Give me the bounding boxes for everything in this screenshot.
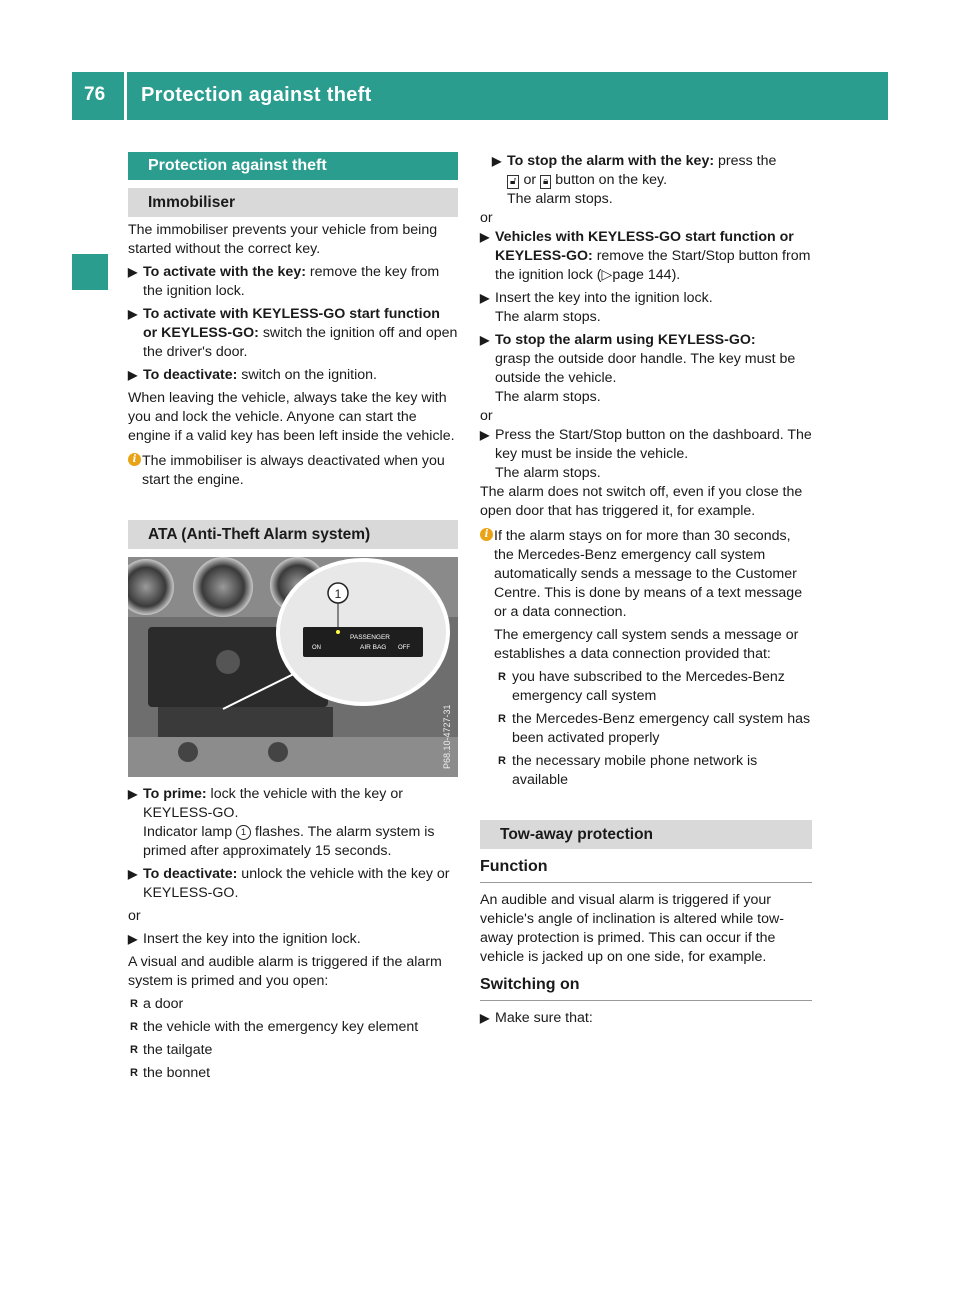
list-item: R the tailgate bbox=[130, 1042, 213, 1058]
tow-title: Tow-away protection bbox=[480, 820, 812, 849]
list-item: R a door bbox=[130, 996, 184, 1012]
right-column bbox=[480, 152, 812, 1028]
step-activate-key: ▶ To activate with the key: remove the key from the ignition lock. bbox=[128, 264, 440, 299]
step-prime: ▶ To prime: lock the vehicle with the key or KEYLESS-GO. Indicator lamp 1 flashes. The alarm system is primed after approximately 15 seconds. bbox=[128, 786, 435, 859]
switching-title: Switching on bbox=[480, 975, 812, 1001]
step-activate-keyless: ▶ To activate with KEYLESS-GO start function or KEYLESS-GO: switch the ignition off and open the driver's door. bbox=[128, 306, 458, 360]
ata-title: ATA (Anti-Theft Alarm system) bbox=[128, 520, 458, 549]
step-keyless-remove: ▶ Vehicles with KEYLESS-GO start function or KEYLESS-GO: remove the Start/Stop button from the ignition lock (▷page 144). bbox=[480, 229, 811, 283]
or-text: or bbox=[480, 408, 493, 424]
list-item: R the Mercedes-Benz emergency call system has been activated properly bbox=[498, 711, 811, 746]
or-text: or bbox=[128, 908, 141, 924]
step-stop-keyless: ▶ To stop the alarm using KEYLESS-GO: grasp the outside door handle. The key must be outside the vehicle. The alarm stops. bbox=[480, 332, 796, 405]
arrow-icon: ▶ bbox=[128, 368, 138, 382]
page-number: 76 bbox=[84, 84, 106, 105]
svg-text:OFF: OFF bbox=[398, 645, 410, 651]
arrow-icon: ▶ bbox=[480, 428, 490, 442]
svg-text:1: 1 bbox=[334, 587, 342, 601]
step-insert-key: ▶ Insert the key into the ignition lock. The alarm stops. bbox=[480, 290, 713, 325]
info-icon: i bbox=[128, 453, 141, 466]
arrow-icon: ▶ bbox=[480, 1011, 490, 1025]
function-text: An audible and visual alarm is triggered if your vehicle's angle of inclination is altered while tow-away protection is primed. This can occur if the vehicle is jacked up on one side, for example. bbox=[480, 892, 784, 965]
svg-text:PASSENGER: PASSENGER bbox=[350, 634, 390, 641]
list-item: R the necessary mobile phone network is available bbox=[498, 753, 758, 788]
list-item: R you have subscribed to the Mercedes-Benz emergency call system bbox=[498, 669, 785, 704]
lock-icon: 🔒︎ bbox=[540, 175, 551, 189]
ata-para: A visual and audible alarm is triggered if the alarm system is primed and you open: bbox=[128, 954, 442, 989]
callout-number: 1 bbox=[236, 825, 251, 840]
step-deactivate: ▶ To deactivate: switch on the ignition. bbox=[128, 367, 377, 383]
header-divider bbox=[124, 72, 127, 120]
arrow-icon: ▶ bbox=[128, 307, 138, 321]
arrow-icon: ▶ bbox=[128, 867, 138, 881]
alarm-note: i If the alarm stays on for more than 30 seconds, the Mercedes-Benz emergency call system automatically sends a message to the Customer Centre. This is done by means of a text message or a data connection. bbox=[480, 527, 812, 622]
step-make-sure: ▶ Make sure that: bbox=[480, 1010, 593, 1026]
section-title: Protection against theft bbox=[128, 152, 458, 180]
immobiliser-intro: The immobiliser prevents your vehicle from being started without the correct key. bbox=[128, 222, 438, 257]
list-item: R the vehicle with the emergency key element bbox=[130, 1019, 419, 1035]
immobiliser-note: i The immobiliser is always deactivated when you start the engine. bbox=[116, 452, 458, 490]
immobiliser-title: Immobiliser bbox=[128, 188, 458, 217]
info-icon: i bbox=[480, 528, 493, 541]
alarm-note-2: The emergency call system sends a message or establishes a data connection provided that: bbox=[494, 627, 799, 662]
side-tab-marker bbox=[72, 254, 108, 290]
list-item: R the bonnet bbox=[130, 1065, 211, 1081]
left-column bbox=[116, 152, 458, 1083]
function-title: Function bbox=[480, 857, 812, 883]
arrow-icon: ▶ bbox=[492, 154, 502, 168]
or-text: or bbox=[480, 210, 493, 226]
step-ata-deactivate: ▶ To deactivate: unlock the vehicle with the key or KEYLESS-GO. bbox=[128, 866, 450, 901]
side-label bbox=[70, 372, 110, 412]
step-stop-key: ▶ To stop the alarm with the key: press the 🔓︎ or 🔒︎ button on the key. The alarm stops. bbox=[492, 153, 777, 207]
dashboard-photo bbox=[128, 557, 458, 777]
arrow-icon: ▶ bbox=[128, 932, 138, 946]
header-title: Protection against theft bbox=[141, 84, 372, 106]
alarm-para: The alarm does not switch off, even if you close the open door that has triggered it, for example. bbox=[480, 484, 803, 519]
step-press-start: ▶ Press the Start/Stop button on the dashboard. The key must be inside the vehicle. The alarm stops. bbox=[480, 427, 812, 481]
unlock-icon: 🔓︎ bbox=[507, 175, 519, 189]
immobiliser-para: When leaving the vehicle, always take the key with you and lock the vehicle. Anyone can start the engine if a valid key has been left inside the vehicle. bbox=[128, 390, 455, 444]
step-insert-key: ▶ Insert the key into the ignition lock. bbox=[128, 931, 361, 947]
arrow-icon: ▶ bbox=[480, 291, 490, 305]
svg-text:AIR BAG: AIR BAG bbox=[360, 644, 387, 651]
arrow-icon: ▶ bbox=[128, 265, 138, 279]
dashboard-illustration bbox=[128, 557, 458, 777]
page-ref-icon: ▷ bbox=[601, 267, 613, 283]
svg-text:P68.10-4727-31: P68.10-4727-31 bbox=[442, 704, 452, 769]
arrow-icon: ▶ bbox=[480, 230, 490, 244]
arrow-icon: ▶ bbox=[480, 333, 490, 347]
arrow-icon: ▶ bbox=[128, 787, 138, 801]
svg-text:ON: ON bbox=[312, 645, 321, 651]
